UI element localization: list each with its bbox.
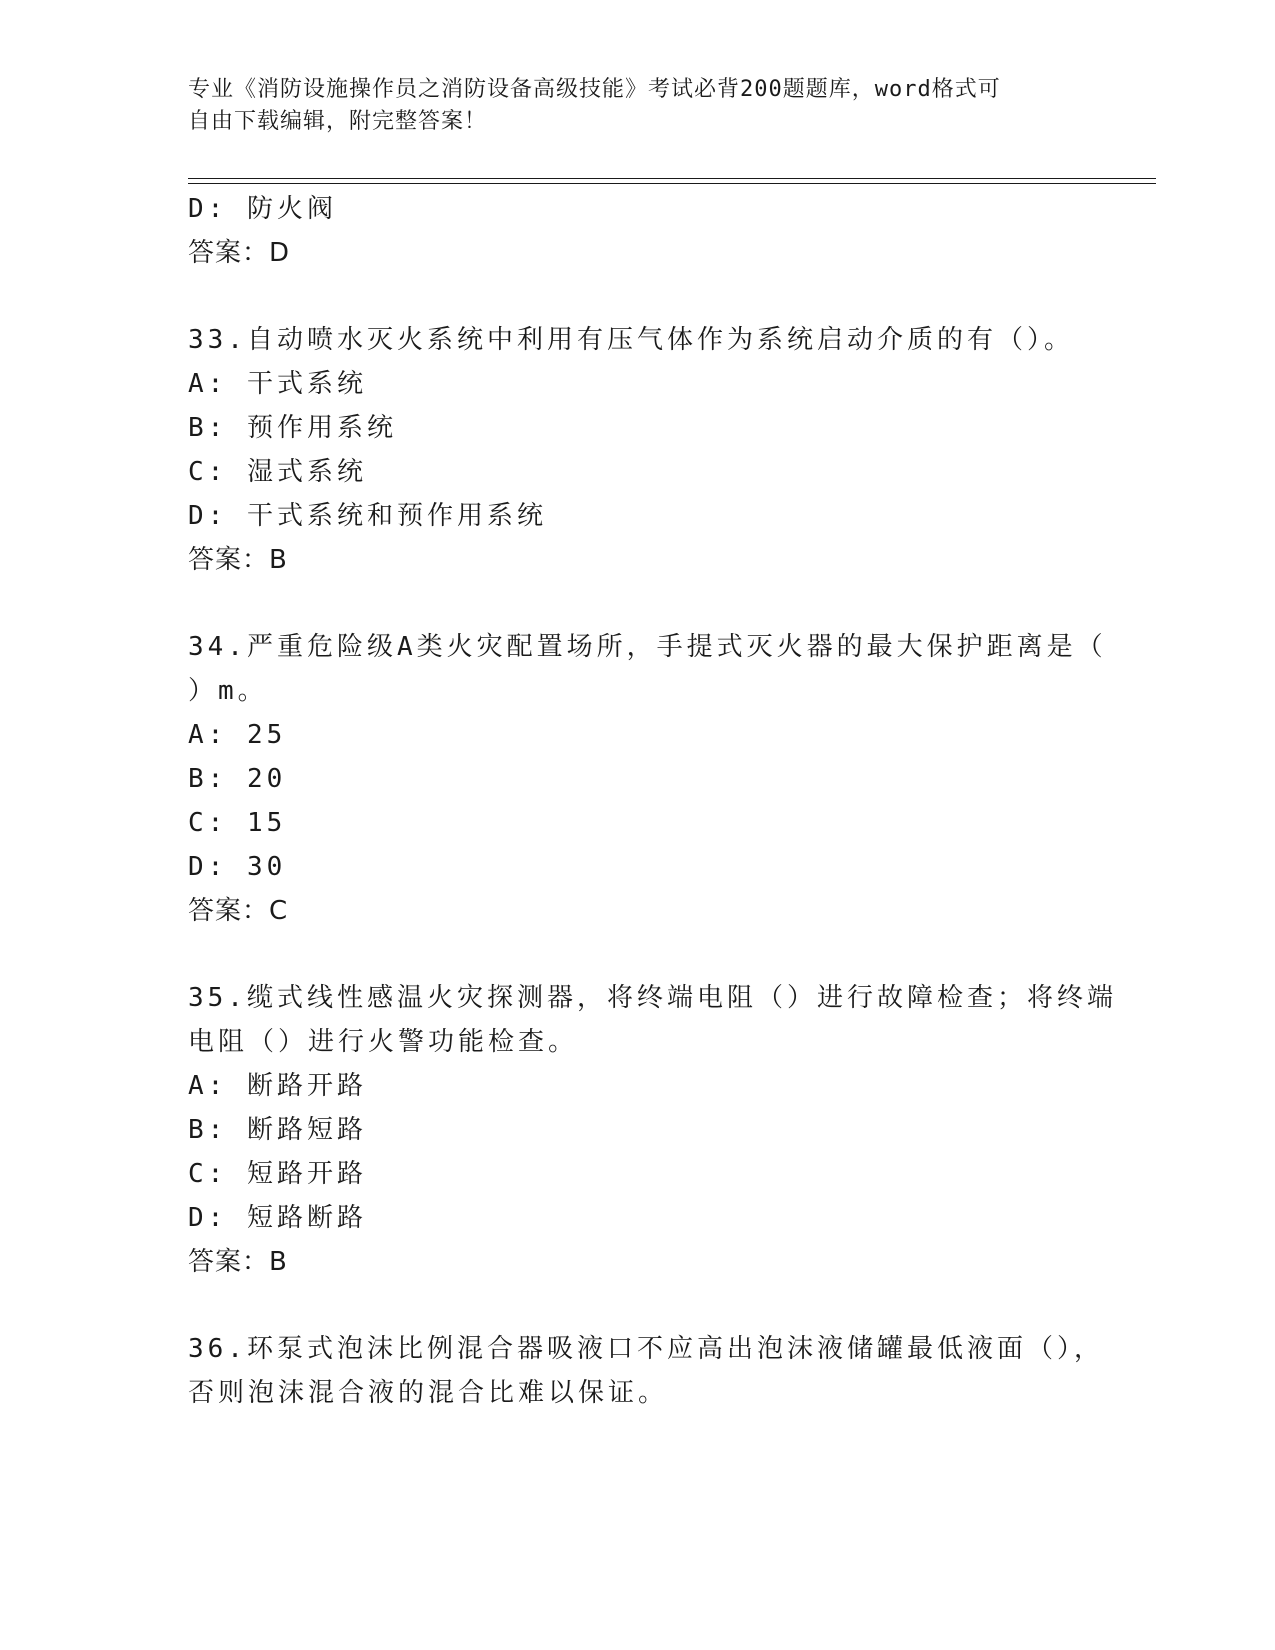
question-33-option-b: B: 预作用系统 (188, 413, 397, 443)
question-34-answer: 答案：C (188, 896, 289, 926)
question-35-text: 35.缆式线性感温火灾探测器，将终端电阻（）进行故障检查；将终端 (188, 983, 1117, 1013)
question-35-option-b: B: 断路短路 (188, 1115, 367, 1145)
question-36-text-cont: 否则泡沫混合液的混合比难以保证。 (188, 1378, 669, 1408)
question-34-option-c: C: 15 (188, 808, 287, 838)
question-35-option-a: A: 断路开路 (188, 1071, 367, 1101)
question-35-answer: 答案：B (188, 1247, 288, 1277)
question-36-text: 36.环泵式泡沫比例混合器吸液口不应高出泡沫液储罐最低液面（）， (188, 1334, 1104, 1364)
question-34-text: 34.严重危险级A类火灾配置场所，手提式灭火器的最大保护距离是（ (188, 632, 1107, 662)
header-line-2: 自由下载编辑，附完整答案！ (188, 109, 488, 134)
header-rule-bottom (188, 183, 1156, 184)
question-35-option-d: D: 短路断路 (188, 1203, 367, 1233)
question-34-option-a: A: 25 (188, 720, 287, 750)
question-33-text: 33.自动喷水灭火系统中利用有压气体作为系统启动介质的有（）。 (188, 325, 1074, 355)
prev-answer: 答案：D (188, 238, 291, 268)
question-33-option-c: C: 湿式系统 (188, 457, 367, 487)
header-rule-top (188, 178, 1156, 179)
header-line-1: 专业《消防设施操作员之消防设备高级技能》考试必背200题题库，word格式可 (188, 77, 1001, 102)
prev-option-d: D: 防火阀 (188, 194, 337, 224)
question-34-option-b: B: 20 (188, 764, 287, 794)
question-33-answer: 答案：B (188, 545, 288, 575)
question-35-option-c: C: 短路开路 (188, 1159, 367, 1189)
document-header (188, 74, 1068, 138)
question-35-text-cont: 电阻（）进行火警功能检查。 (188, 1027, 579, 1057)
question-33-option-a: A: 干式系统 (188, 369, 367, 399)
question-34-text-cont: ）m。 (188, 676, 268, 706)
question-34-option-d: D: 30 (188, 852, 287, 882)
question-33-option-d: D: 干式系统和预作用系统 (188, 501, 547, 531)
